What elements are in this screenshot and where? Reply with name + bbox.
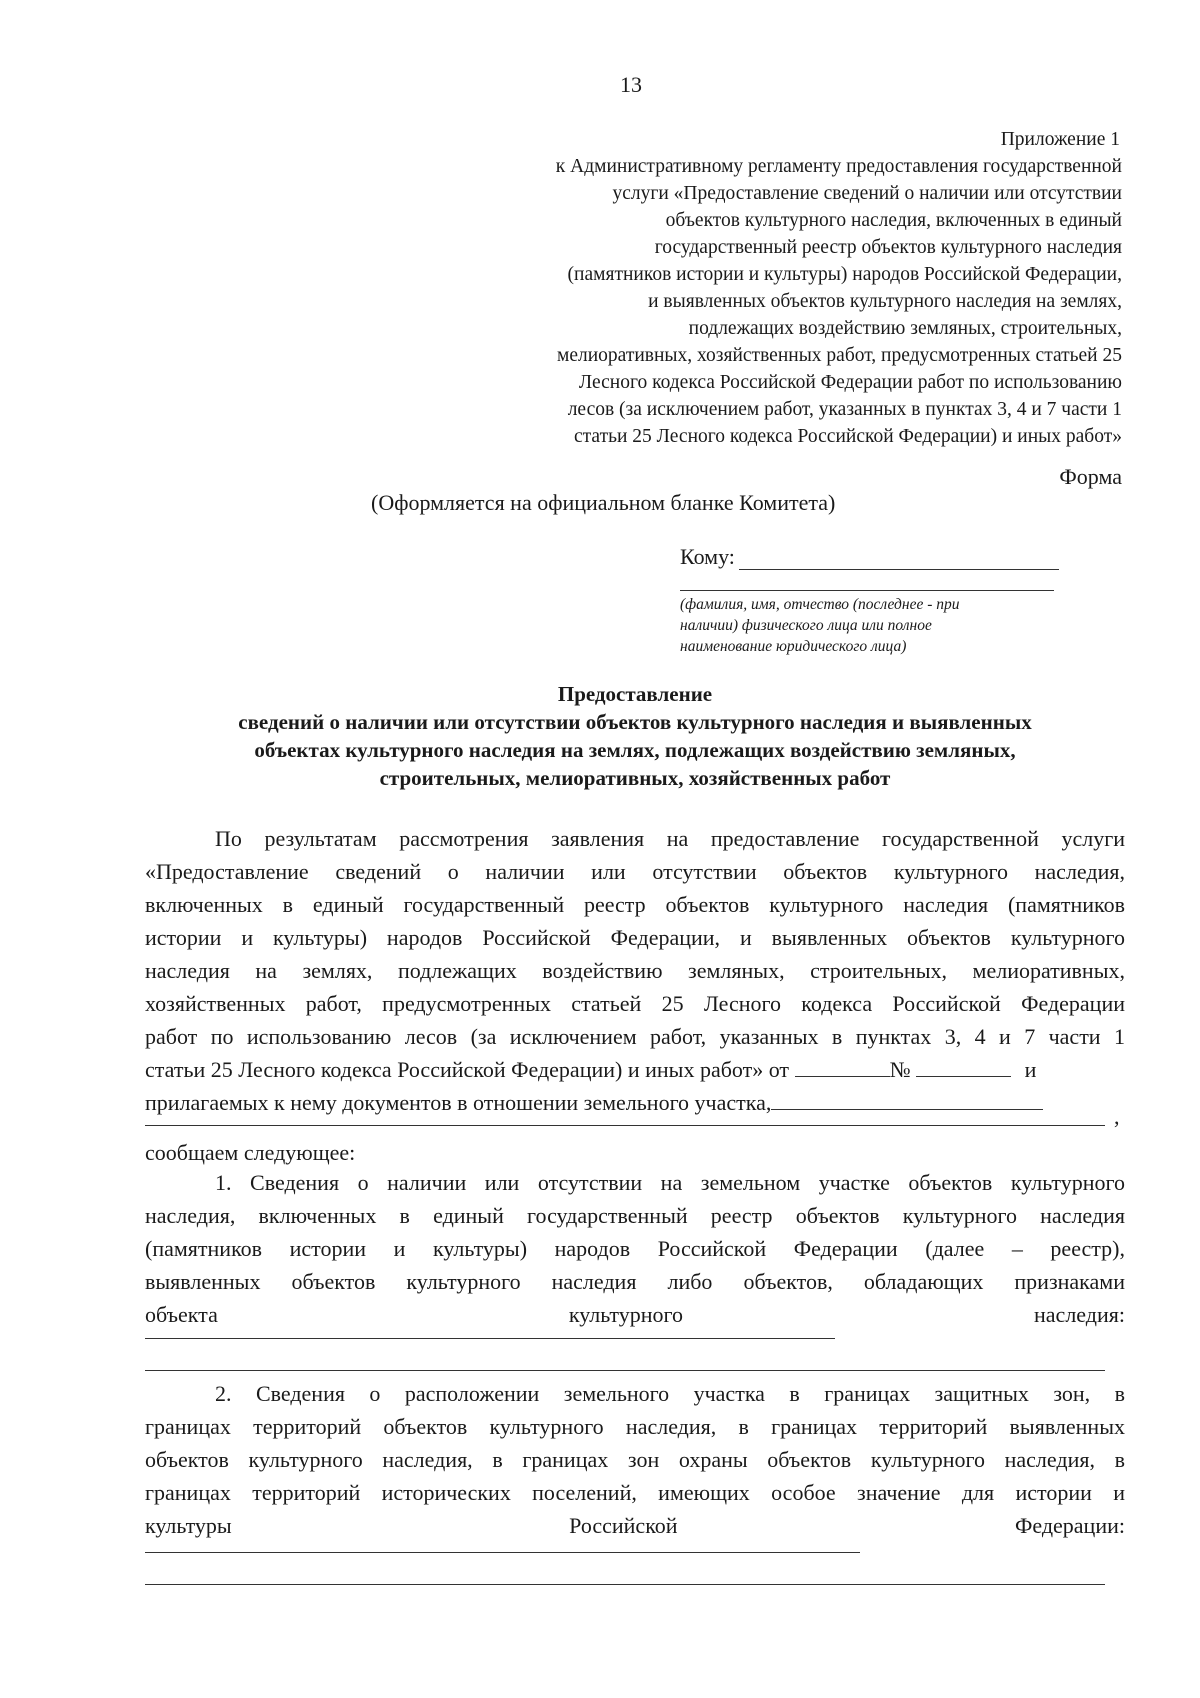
recipient-field[interactable] [739,547,1059,570]
recipient-note-line: (фамилия, имя, отчество (последнее - при [680,596,960,613]
intro-line-date-number [145,1053,1125,1086]
closing-line [145,1136,1125,1169]
section-1-line: наследия, включенных в единый государственный реестр объектов культурного наследия [145,1203,1125,1228]
appendix-line: мелиоративных, хозяйственных работ, предусмотренных статьей 25 [557,345,1122,366]
intro-line-text: статьи 25 Лесного кодекса Российской Федерации) и иных работ» от [145,1057,790,1082]
word: культуры [145,1513,232,1538]
intro-line-end: и [1024,1057,1037,1082]
appendix-line: объектов культурного наследия, включенных в единый [665,210,1122,231]
recipient-note-line: наименование юридического лица) [680,638,907,655]
trailing-comma: , [1114,1104,1120,1129]
intro-line: включенных в единый государственный реестр объектов культурного наследия (памятников [145,892,1125,917]
section-2-answer-line[interactable] [145,1584,1105,1585]
title-line: строительных, мелиоративных, хозяйственных работ [379,766,891,790]
recipient-row [680,544,1059,570]
title-line: Предоставление [557,682,713,706]
intro-line: По результатам рассмотрения заявления на предоставление государственной услуги [215,826,1125,851]
page-number: 13 [620,72,642,97]
land-plot-field-continuation[interactable] [145,1125,1105,1126]
section-1-answer-line[interactable] [145,1370,1105,1371]
section-2-answer-line[interactable] [145,1552,860,1553]
form-label: Форма [1059,464,1122,489]
appendix-line: к Административному регламенту предоставления государственной [555,156,1122,177]
intro-line: работ по использованию лесов (за исключением работ, указанных в пунктах 3, 4 и 7 части 1 [145,1024,1125,1049]
intro-line: наследия на землях, подлежащих воздействию земляных, строительных, мелиоративных, [145,958,1125,983]
section-1 [145,1166,1125,1331]
section-2-line: 2. Сведения о расположении земельного участка в границах защитных зон, в [215,1381,1125,1406]
word: наследия: [1034,1302,1125,1327]
recipient-note [680,594,1060,657]
closing-text: сообщаем следующее: [145,1140,356,1165]
word: Российской [569,1513,678,1538]
intro-line: хозяйственных работ, предусмотренных статьей 25 Лесного кодекса Российской Федерации [145,991,1125,1016]
land-plot-field[interactable] [771,1087,1043,1110]
recipient-field-second-line[interactable] [680,590,1054,591]
appendix-line: государственный реестр объектов культурного наследия [654,237,1122,258]
section-2 [145,1377,1125,1542]
appendix-line: (памятников истории и культуры) народов Российской Федерации, [567,264,1122,285]
section-1-line: 1. Сведения о наличии или отсутствии на земельном участке объектов культурного [215,1170,1125,1195]
application-number-field[interactable] [916,1054,1011,1077]
appendix-line: лесов (за исключением работ, указанных в пунктах 3, 4 и 7 части 1 [567,399,1122,420]
section-2-line: объектов культурного наследия, в границах зон охраны объектов культурного наследия, в [145,1447,1125,1472]
word: Федерации: [1014,1513,1125,1538]
number-sign: № [889,1057,911,1082]
section-1-line: выявленных объектов культурного наследия либо объектов, обладающих признаками [145,1269,1125,1294]
title-line: сведений о наличии или отсутствии объектов культурного наследия и выявленных [238,710,1032,734]
document-title [120,680,1150,792]
intro-line: «Предоставление сведений о наличии или отсутствии объектов культурного наследия, [145,859,1125,884]
intro-line: истории и культуры) народов Российской Федерации, и выявленных объектов культурного [145,925,1125,950]
section-1-line: (памятников истории и культуры) народов Российской Федерации (далее – реестр), [145,1236,1125,1261]
appendix-line: Приложение 1 [1000,129,1120,150]
appendix-line: и выявленных объектов культурного наследия на землях, [648,291,1122,312]
title-line: объектах культурного наследия на землях, подлежащих воздействию земляных, [254,738,1016,762]
section-1-last-line [145,1298,1125,1331]
intro-line-land-plot [145,1086,1125,1119]
word: объекта [145,1302,218,1327]
appendix-line: услуги «Предоставление сведений о наличии или отсутствии [612,183,1122,204]
section-1-answer-line[interactable] [145,1338,835,1339]
appendix-header [420,126,1122,450]
section-2-line: границах территорий объектов культурного наследия, в границах территорий выявленных [145,1414,1125,1439]
intro-paragraph [145,822,1125,1119]
recipient-note-line: наличии) физического лица или полное [680,617,932,634]
official-blank-note: (Оформляется на официальном бланке Комитета) [371,490,836,515]
section-2-last-line [145,1509,1125,1542]
appendix-line: Лесного кодекса Российской Федерации работ по использованию [578,372,1122,393]
recipient-label: Кому: [680,544,735,569]
section-2-line: границах территорий исторических поселений, имеющих особое значение для истории и [145,1480,1125,1505]
application-date-field[interactable] [795,1054,890,1077]
appendix-line: статьи 25 Лесного кодекса Российской Федерации) и иных работ» [574,426,1122,447]
intro-line-text: прилагаемых к нему документов в отношении земельного участка, [145,1090,772,1115]
appendix-line: подлежащих воздействию земляных, строительных, [688,318,1122,339]
word: культурного [568,1302,684,1327]
